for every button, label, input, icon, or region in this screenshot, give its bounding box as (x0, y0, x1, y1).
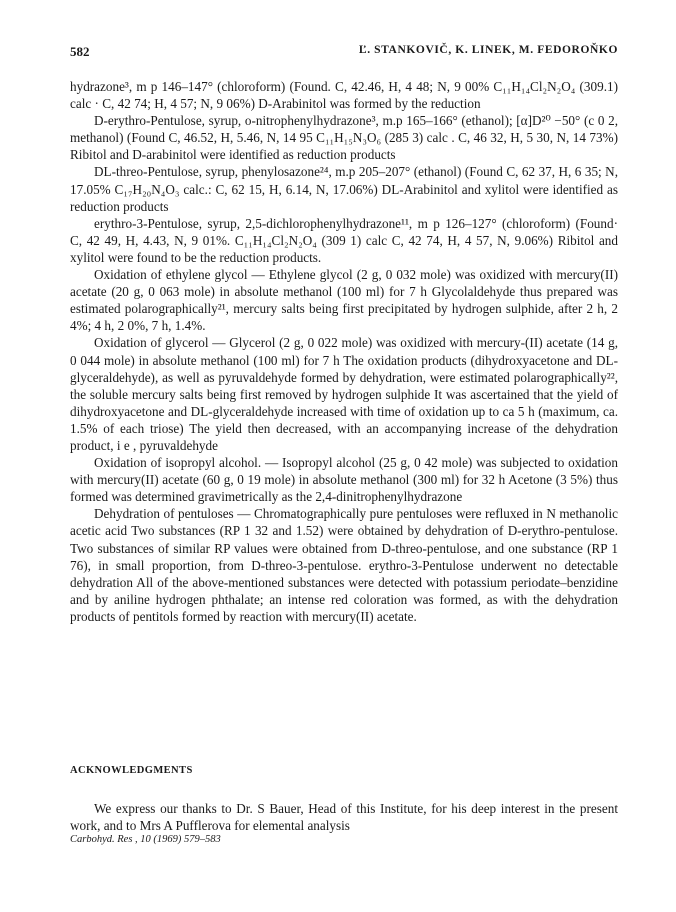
acknowledgments-heading: ACKNOWLEDGMENTS (70, 765, 193, 776)
paragraph-dehydration-pentuloses: Dehydration of pentuloses — Chromatographically pure pentuloses were refluxed in N methanolic acetic acid Two substances (RP 1 32 and 1.52) were obtained by dehydration of D-erythro-pentulose. Two substances of similar RP values were obtained from D-threo-pentulose, and one substance (RP 1 76), in small proportion, from D-threo-3-pentulose. erythro-3-Pentulose underwent no detectable dehydration All of the above-mentioned substances were detected with potassium periodate–benzidine and by aniline hydrogen phthalate; an intense red coloration was formed, as with the dehydration products of pentitols formed by reaction with mercury(II) acetate. (70, 506, 618, 624)
paragraph-oxidation-isopropyl-alcohol: Oxidation of isopropyl alcohol. — Isopropyl alcohol (25 g, 0 42 mole) was subjected to oxidation with mercury(II) acetate (60 g, 0 19 mole) in absolute methanol (300 ml) for 32 h Acetone (3 5%) thus formed was determined gravimetrically as the 2,4-dinitrophenylhydrazone (70, 455, 618, 505)
journal-footer: Carbohyd. Res , 10 (1969) 579–583 (70, 834, 221, 845)
paragraph-oxidation-ethylene-glycol: Oxidation of ethylene glycol — Ethylene glycol (2 g, 0 032 mole) was oxidized with mercury(II) acetate (20 g, 0 063 mole) in absolute methanol (100 ml) for 7 h Glycolaldehyde thus prepared was estimated polarographically²¹, mercury salts being first precipitated by hydrogen sulphide, after 2 h, 2 4%; 4 h, 2 0%, 7 h, 1.4%. (70, 267, 618, 334)
running-head: Ľ. STANKOVIČ, K. LINEK, M. FEDOROŇKO (358, 44, 618, 56)
paragraph-erythro-3-pentulose: erythro-3-Pentulose, syrup, 2,5-dichlorophenylhydrazone¹¹, m p 126–127° (chloroform) (Found· C, 42 49, H, 4.43, N, 9 01%. C₁₁H₁₄Cl₂N₂O₄ (309 1) calc C, 42 74, H, 4 57, N, 9.06%) Ribitol and xylitol were found to be the reduction products. (70, 215, 618, 265)
paragraph-d-erythro-pentulose: D-erythro-Pentulose, syrup, o-nitrophenylhydrazone³, m.p 165–166° (ethanol); [α]D²⁰ −50° (c 0 2, methanol) (Found C, 46.52, H, 5.46, N, 14 95 C₁₁H₁₅N₃O₆ (285 3) calc . C, 46 32, H, 5 30, N, 14 73%) Ribitol and D-arabinitol were identified as reduction products (70, 113, 618, 163)
page-number: 582 (70, 44, 90, 59)
article-body (70, 78, 618, 625)
page-header (70, 44, 618, 64)
paragraph-dl-threo-pentulose: DL-threo-Pentulose, syrup, phenylosazone²⁴, m.p 205–207° (ethanol) (Found C, 62 37, H, 6 35; N, 17.05% C₁₇H₂₀N₄O₃ calc.: C, 62 15, H, 6.14, N, 17.06%) DL-Arabinitol and xylitol were identified as reduction products (70, 164, 618, 214)
acknowledgments-text: We express our thanks to Dr. S Bauer, Head of this Institute, for his deep interest in the present work, and to Mrs A Pufflerova for elemental analysis (70, 801, 618, 834)
paragraph-arabinitol: hydrazone³, m p 146–147° (chloroform) (Found. C, 42.46, H, 4 48; N, 9 00% C₁₁H₁₄Cl₂N₂O₄ (309.1) calc · C, 42 74; H, 4 57; N, 9 06%) D-Arabinitol was formed by the reduction (70, 79, 618, 112)
paragraph-oxidation-glycerol: Oxidation of glycerol — Glycerol (2 g, 0 022 mole) was oxidized with mercury-(II) acetate (14 g, 0 044 mole) in absolute methanol (100 ml) for 7 h The oxidation products (dihydroxyacetone and DL-glyceraldehyde), as well as pyruvaldehyde formed by dehydration, were estimated polarographically²², the soluble mercury salts being first removed by hydrogen sulphide It was ascertained that the yield of dihydroxyacetone and DL-glyceraldehyde increased with time of oxidation up to ca 5 h (maximum, ca. 1.5% of each triose) The yield then decreased, with an accompanying increase of the dehydration product, i e , pyruvaldehyde (70, 335, 618, 453)
